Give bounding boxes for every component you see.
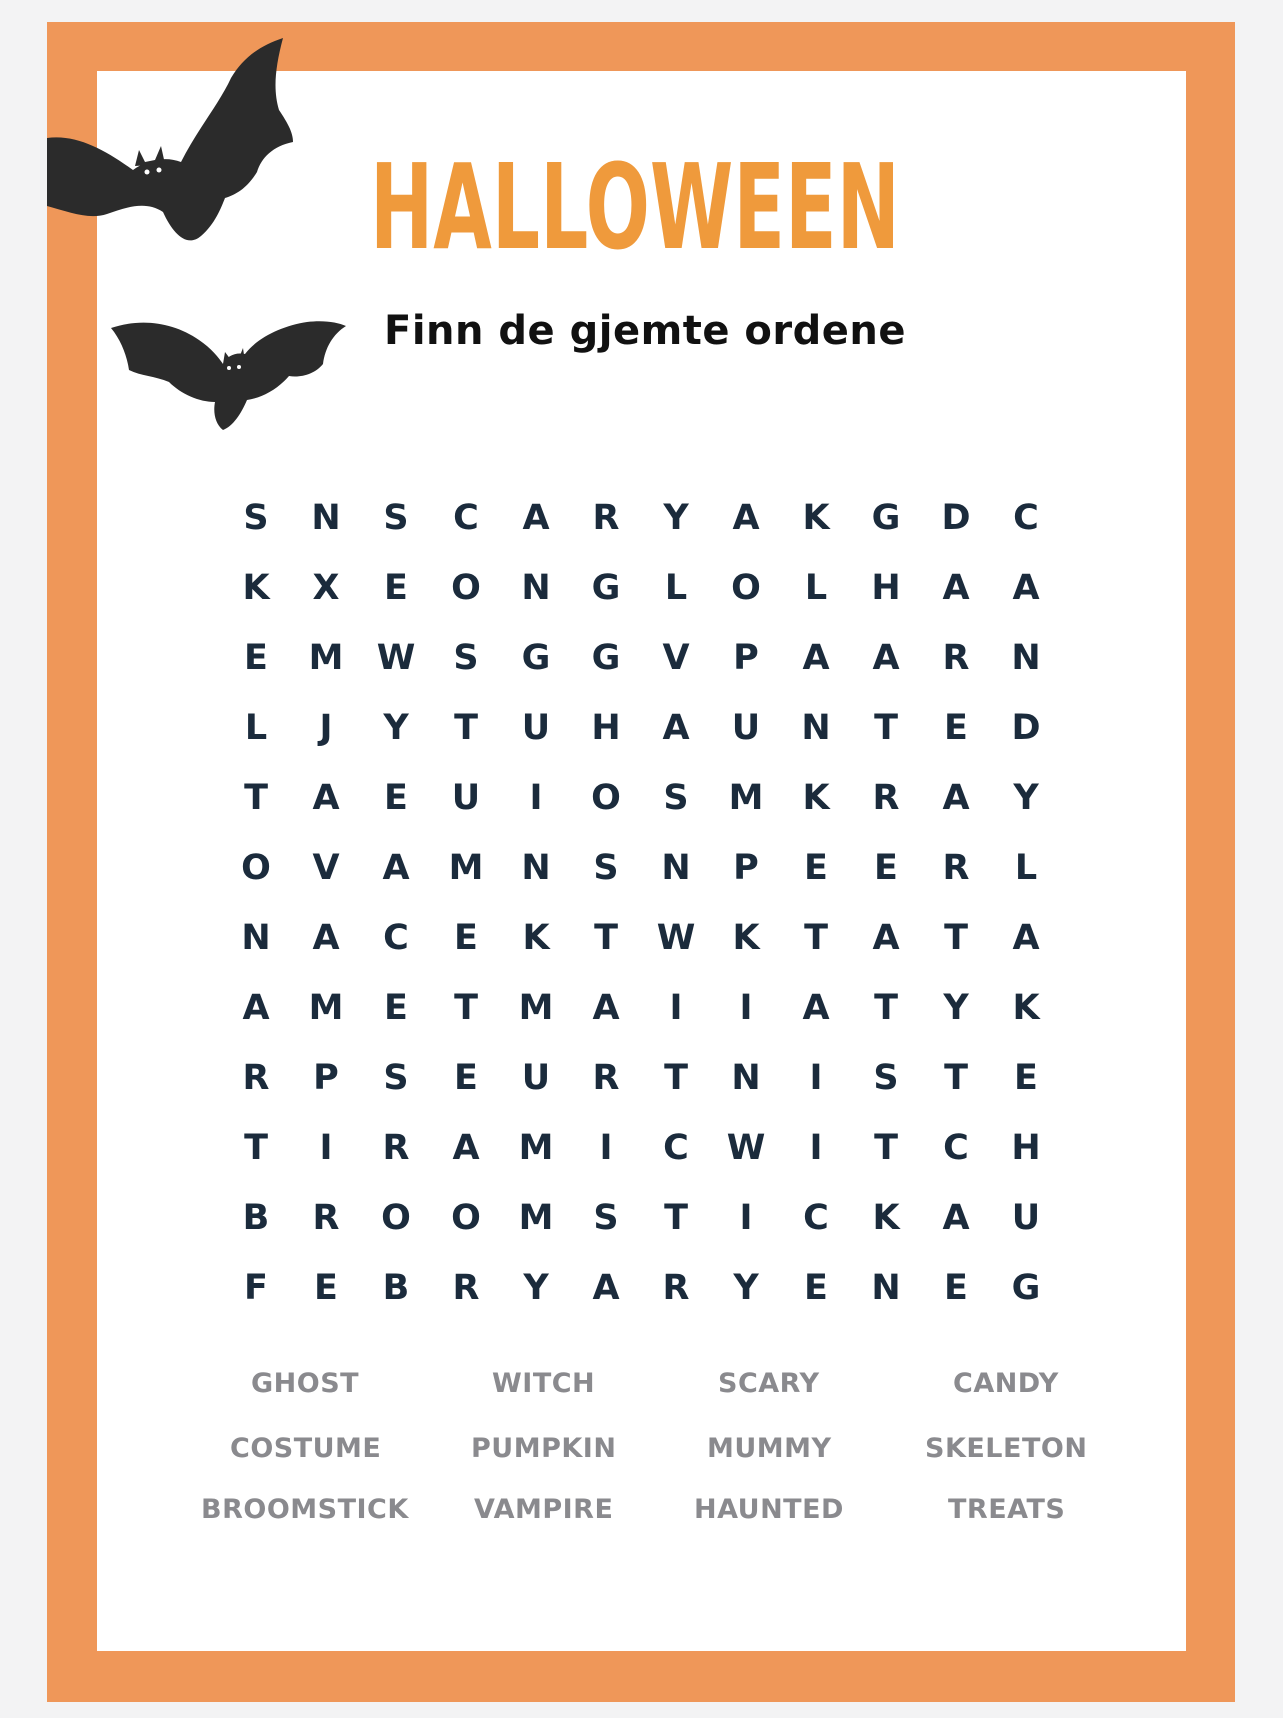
- grid-letter[interactable]: A: [522, 498, 550, 538]
- grid-letter[interactable]: E: [384, 778, 408, 818]
- word-list-item: VAMPIRE: [474, 1494, 614, 1525]
- grid-letter[interactable]: E: [454, 1058, 478, 1098]
- grid-letter[interactable]: D: [941, 498, 971, 538]
- grid-letter[interactable]: M: [518, 1128, 554, 1168]
- grid-letter[interactable]: I: [739, 1198, 753, 1238]
- grid-letter[interactable]: T: [874, 708, 898, 748]
- grid-letter[interactable]: I: [739, 988, 753, 1028]
- grid-letter[interactable]: T: [454, 988, 478, 1028]
- grid-letter[interactable]: U: [521, 1058, 551, 1098]
- grid-letter[interactable]: E: [944, 708, 968, 748]
- grid-letter[interactable]: E: [1014, 1058, 1038, 1098]
- grid-letter[interactable]: A: [592, 988, 620, 1028]
- grid-letter[interactable]: A: [942, 1198, 970, 1238]
- grid-letter[interactable]: A: [382, 848, 410, 888]
- grid-letter[interactable]: R: [942, 848, 970, 888]
- grid-letter[interactable]: W: [726, 1128, 766, 1168]
- grid-letter[interactable]: C: [453, 498, 479, 538]
- grid-letter[interactable]: E: [384, 988, 408, 1028]
- grid-letter[interactable]: E: [454, 918, 478, 958]
- grid-letter[interactable]: T: [874, 1128, 898, 1168]
- grid-letter[interactable]: K: [802, 498, 830, 538]
- word-list-item: HAUNTED: [694, 1494, 844, 1525]
- word-list-item: COSTUME: [230, 1433, 382, 1464]
- grid-letter[interactable]: C: [383, 918, 409, 958]
- bat-icon: [47, 38, 293, 254]
- grid-letter[interactable]: W: [656, 918, 696, 958]
- grid-letter[interactable]: N: [521, 848, 551, 888]
- grid-letter[interactable]: Y: [383, 708, 409, 748]
- word-list-item: SCARY: [718, 1368, 820, 1399]
- grid-letter[interactable]: K: [522, 918, 550, 958]
- grid-letter[interactable]: O: [731, 568, 761, 608]
- grid-letter[interactable]: M: [308, 638, 344, 678]
- grid-letter[interactable]: S: [873, 1058, 899, 1098]
- grid-letter[interactable]: L: [1014, 848, 1038, 888]
- grid-letter[interactable]: C: [1013, 498, 1039, 538]
- grid-letter[interactable]: E: [314, 1268, 338, 1308]
- grid-letter[interactable]: E: [384, 568, 408, 608]
- grid-letter[interactable]: A: [452, 1128, 480, 1168]
- grid-letter[interactable]: K: [802, 778, 830, 818]
- grid-letter[interactable]: E: [244, 638, 268, 678]
- grid-letter[interactable]: O: [241, 848, 271, 888]
- grid-letter[interactable]: N: [661, 848, 691, 888]
- grid-letter[interactable]: E: [804, 848, 828, 888]
- grid-letter[interactable]: T: [594, 918, 618, 958]
- grid-letter[interactable]: V: [312, 848, 340, 888]
- grid-letter[interactable]: P: [313, 1058, 339, 1098]
- grid-letter[interactable]: T: [664, 1058, 688, 1098]
- grid-letter[interactable]: R: [942, 638, 970, 678]
- grid-letter[interactable]: I: [669, 988, 683, 1028]
- grid-letter[interactable]: A: [802, 988, 830, 1028]
- grid-letter[interactable]: F: [244, 1268, 268, 1308]
- grid-letter[interactable]: C: [663, 1128, 689, 1168]
- grid-letter[interactable]: N: [871, 1268, 901, 1308]
- word-list-item: BROOMSTICK: [201, 1494, 409, 1525]
- grid-letter[interactable]: A: [242, 988, 270, 1028]
- grid-letter[interactable]: K: [872, 1198, 900, 1238]
- grid-letter[interactable]: O: [451, 568, 481, 608]
- word-list-item: TREATS: [948, 1494, 1066, 1525]
- grid-letter[interactable]: A: [312, 918, 340, 958]
- grid-letter[interactable]: K: [242, 568, 270, 608]
- grid-letter[interactable]: P: [733, 848, 759, 888]
- grid-letter[interactable]: U: [521, 708, 551, 748]
- grid-letter[interactable]: T: [664, 1198, 688, 1238]
- grid-letter[interactable]: E: [874, 848, 898, 888]
- grid-letter[interactable]: A: [872, 638, 900, 678]
- grid-letter[interactable]: R: [662, 1268, 690, 1308]
- grid-letter[interactable]: T: [244, 1128, 268, 1168]
- grid-letter[interactable]: R: [592, 498, 620, 538]
- grid-letter[interactable]: R: [242, 1058, 270, 1098]
- grid-letter[interactable]: S: [663, 778, 689, 818]
- grid-letter[interactable]: H: [1011, 1128, 1041, 1168]
- grid-letter[interactable]: S: [593, 1198, 619, 1238]
- grid-letter[interactable]: K: [1012, 988, 1040, 1028]
- grid-letter[interactable]: G: [871, 498, 901, 538]
- grid-letter[interactable]: C: [803, 1198, 829, 1238]
- grid-letter[interactable]: C: [943, 1128, 969, 1168]
- grid-letter[interactable]: T: [874, 988, 898, 1028]
- grid-letter[interactable]: L: [244, 708, 268, 748]
- grid-letter[interactable]: K: [732, 918, 760, 958]
- grid-letter[interactable]: A: [662, 708, 690, 748]
- grid-letter[interactable]: U: [1011, 1198, 1041, 1238]
- grid-letter[interactable]: Y: [943, 988, 969, 1028]
- grid-letter[interactable]: H: [871, 568, 901, 608]
- grid-letter[interactable]: X: [312, 568, 340, 608]
- grid-letter[interactable]: Y: [733, 1268, 759, 1308]
- grid-letter[interactable]: N: [311, 498, 341, 538]
- grid-letter[interactable]: A: [592, 1268, 620, 1308]
- grid-letter[interactable]: U: [451, 778, 481, 818]
- grid-letter[interactable]: G: [1011, 1268, 1041, 1308]
- grid-letter[interactable]: P: [733, 638, 759, 678]
- grid-letter[interactable]: J: [319, 708, 333, 748]
- grid-letter[interactable]: U: [731, 708, 761, 748]
- grid-letter[interactable]: O: [451, 1198, 481, 1238]
- grid-letter[interactable]: G: [591, 568, 621, 608]
- grid-letter[interactable]: M: [308, 988, 344, 1028]
- grid-letter[interactable]: T: [244, 778, 268, 818]
- grid-letter[interactable]: I: [599, 1128, 613, 1168]
- grid-letter[interactable]: N: [801, 708, 831, 748]
- grid-letter[interactable]: Y: [663, 498, 689, 538]
- grid-letter[interactable]: A: [942, 568, 970, 608]
- grid-letter[interactable]: E: [944, 1268, 968, 1308]
- subtitle: Finn de gjemte ordene: [384, 308, 907, 354]
- word-list-item: GHOST: [251, 1368, 360, 1399]
- grid-letter[interactable]: S: [453, 638, 479, 678]
- grid-letter[interactable]: V: [662, 638, 690, 678]
- grid-letter[interactable]: G: [521, 638, 551, 678]
- grid-letter[interactable]: W: [376, 638, 416, 678]
- grid-letter[interactable]: L: [804, 568, 828, 608]
- grid-letter[interactable]: B: [242, 1198, 270, 1238]
- grid-letter[interactable]: I: [809, 1128, 823, 1168]
- grid-letter[interactable]: M: [448, 848, 484, 888]
- page-title: [365, 138, 905, 276]
- grid-letter[interactable]: S: [383, 498, 409, 538]
- grid-letter[interactable]: I: [809, 1058, 823, 1098]
- grid-letter[interactable]: I: [319, 1128, 333, 1168]
- grid-letter[interactable]: L: [664, 568, 688, 608]
- grid-letter[interactable]: R: [592, 1058, 620, 1098]
- grid-letter[interactable]: B: [382, 1268, 410, 1308]
- grid-letter[interactable]: T: [944, 1058, 968, 1098]
- bat-icon: [111, 318, 346, 430]
- grid-letter[interactable]: R: [312, 1198, 340, 1238]
- grid-letter[interactable]: S: [383, 1058, 409, 1098]
- grid-letter[interactable]: A: [872, 918, 900, 958]
- grid-letter[interactable]: N: [241, 918, 271, 958]
- word-list-item: WITCH: [492, 1368, 596, 1399]
- grid-letter[interactable]: Y: [1013, 778, 1039, 818]
- grid-letter[interactable]: A: [732, 498, 760, 538]
- grid-letter[interactable]: R: [872, 778, 900, 818]
- grid-letter[interactable]: Y: [523, 1268, 549, 1308]
- grid-letter[interactable]: N: [521, 568, 551, 608]
- grid-letter[interactable]: A: [312, 778, 340, 818]
- grid-letter[interactable]: O: [591, 778, 621, 818]
- grid-letter[interactable]: O: [381, 1198, 411, 1238]
- grid-letter[interactable]: T: [804, 918, 828, 958]
- grid-letter[interactable]: G: [591, 638, 621, 678]
- word-list-item: CANDY: [953, 1368, 1059, 1399]
- grid-letter[interactable]: T: [944, 918, 968, 958]
- grid-letter[interactable]: A: [942, 778, 970, 818]
- grid-letter[interactable]: H: [591, 708, 621, 748]
- grid-letter[interactable]: D: [1011, 708, 1041, 748]
- word-list-item: MUMMY: [707, 1433, 832, 1464]
- grid-letter[interactable]: R: [382, 1128, 410, 1168]
- grid-letter[interactable]: S: [593, 848, 619, 888]
- grid-letter[interactable]: A: [1012, 918, 1040, 958]
- grid-letter[interactable]: N: [731, 1058, 761, 1098]
- grid-letter[interactable]: M: [728, 778, 764, 818]
- title-text: HALLOWEEN: [370, 138, 900, 276]
- word-list-item: SKELETON: [925, 1433, 1088, 1464]
- grid-letter[interactable]: T: [454, 708, 478, 748]
- grid-letter[interactable]: N: [1011, 638, 1041, 678]
- grid-letter[interactable]: R: [452, 1268, 480, 1308]
- grid-letter[interactable]: A: [802, 638, 830, 678]
- grid-letter[interactable]: E: [804, 1268, 828, 1308]
- grid-letter[interactable]: A: [1012, 568, 1040, 608]
- grid-letter[interactable]: M: [518, 988, 554, 1028]
- word-list-item: PUMPKIN: [471, 1433, 617, 1464]
- grid-letter[interactable]: S: [243, 498, 269, 538]
- grid-letter[interactable]: M: [518, 1198, 554, 1238]
- grid-letter[interactable]: I: [529, 778, 543, 818]
